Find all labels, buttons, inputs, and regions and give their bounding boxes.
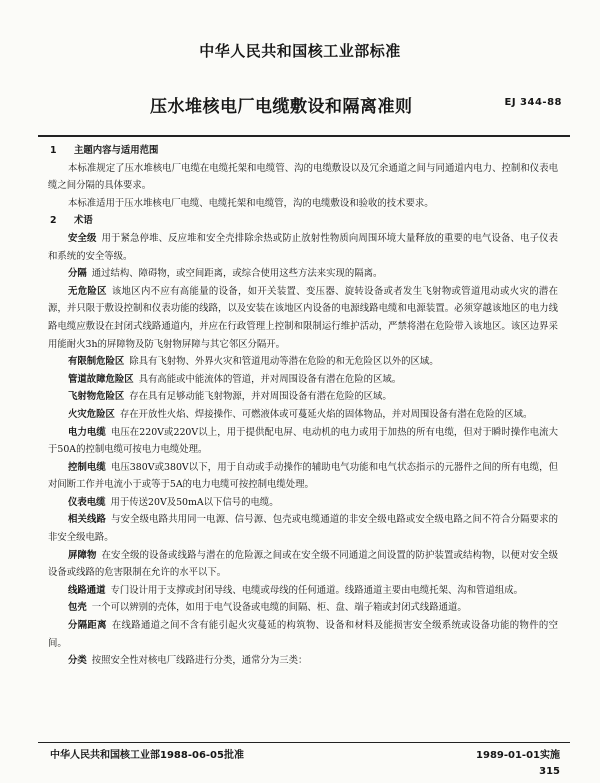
term-definition <box>48 353 558 371</box>
term-name: 飞射物危险区 <box>68 391 125 403</box>
header-rule <box>38 135 570 137</box>
footer <box>38 744 570 762</box>
term-definition <box>48 283 558 353</box>
term-text: 专门设计用于支撑或封闭导线、电缆或母线的任何通道。线路通道主要由电缆托架、沟和管道组成。 <box>110 584 524 596</box>
term-name: 分类 <box>68 655 87 667</box>
section-number: 1 <box>50 145 57 156</box>
term-text: 具有高能或中能流体的管道，并对周围设备有潜在危险的区域。 <box>138 373 402 385</box>
term-text: 用于传送20V及50mA以下信号的电缆。 <box>110 496 279 508</box>
term-definition <box>48 406 558 424</box>
term-name: 分隔 <box>68 268 87 280</box>
term-text: 存在开放性火焰、焊接操作、可燃液体或可蔓延火焰的固体物品，并对周围设备有潜在危险的区域。 <box>119 408 533 420</box>
terms-list <box>48 230 558 670</box>
section-title: 主题内容与适用范围 <box>74 145 159 156</box>
term-text: 电压380V或380V以下，用于自动或手动操作的辅助电气功能和电气状态指示的元器件之间的所有电缆，但对间断工作并电流小于或等于5A的电力电缆可按控制电缆处理。 <box>48 461 558 491</box>
effective-date: 1989-01-01实施 <box>476 750 560 761</box>
term-name: 分隔距离 <box>68 620 107 632</box>
paragraph: 本标准规定了压水堆核电厂电缆在电缆托架和电缆管、沟的电缆敷设以及冗余通道之间与同通道内电力、控制和仪表电缆之间分隔的具体要求。 <box>48 162 558 192</box>
term-text: 通过结构、障碍物，或空间距离，或综合使用这些方法来实现的隔离。 <box>91 268 383 280</box>
term-definition <box>48 599 558 617</box>
term-definition <box>48 511 558 546</box>
term-name: 相关线路 <box>68 514 107 526</box>
term-definition <box>48 371 558 389</box>
term-name: 火灾危险区 <box>68 408 115 420</box>
term-definition <box>48 652 558 670</box>
paragraph: 本标准适用于压水堆核电厂电缆、电缆托架和电缆管，沟的电缆敷设和验收的技术要求。 <box>68 197 434 209</box>
term-name: 电力电缆 <box>68 426 106 438</box>
term-definition <box>48 230 558 265</box>
term-text: 电压在220V或220V以上，用于提供配电屏、电动机的电力或用于加热的所有电缆，但对于瞬时操作电流大于50A的控制电缆可按电力电缆处理。 <box>48 426 558 456</box>
term-definition <box>48 459 558 494</box>
section-number: 2 <box>50 215 57 227</box>
term-definition <box>48 424 558 459</box>
term-name: 安全级 <box>68 232 97 244</box>
term-text: 除具有飞射物、外界火灾和管道甩动等潜在危险的和无危险区以外的区域。 <box>129 356 439 368</box>
footer-rule <box>38 742 570 743</box>
term-name: 无危险区 <box>68 285 107 297</box>
term-name: 线路通道 <box>68 584 106 596</box>
term-text: 一个可以辨别的壳体，如用于电气设备或电缆的间隔、柜、盘、端子箱或封闭式线路通道。 <box>91 602 467 614</box>
page-number: 315 <box>539 766 560 777</box>
term-definition <box>48 494 558 512</box>
term-name: 有限制危险区 <box>68 356 125 368</box>
title-row <box>0 92 600 116</box>
term-definition <box>48 582 558 600</box>
section-heading <box>50 212 558 230</box>
term-text: 在线路通道之间不含有能引起火灾蔓延的构筑物、设备和材料及能损害安全级系统或设备功能的物件的空间。 <box>48 620 558 649</box>
term-definition <box>48 617 558 652</box>
term-text: 用于紧急停堆、反应堆和安全壳排除余热或防止放射性物质向周围环境大量释放的重要的电气设备、电子仪表和系统的安全等级。 <box>48 232 558 262</box>
term-text: 该地区内不应有高能量的设备，如开关装置、变压器、旋转设备或者发生飞射物或管道甩动或火灾的潜在源，并只限于敷设控制和仪表功能的线路，以及安装在该地区内设备的电源线路电缆和电源装置。必须穿越该地区的电力线路电缆应敷设在封闭式线路通道内，并应在行政管理上控制和限制运行维护活动，严禁将潜在危险带入该地区。该区边界采用能耐火3h的屏障物及防飞射物屏障与其它邻区分隔开。 <box>48 285 558 350</box>
term-definition <box>48 388 558 406</box>
section-heading <box>50 142 558 160</box>
section-title: 术语 <box>74 215 93 227</box>
approval-date: 中华人民共和国核工业部1988-06-05批准 <box>50 750 244 761</box>
term-text: 按照安全性对核电厂线路进行分类，通常分为三类： <box>91 655 308 667</box>
term-name: 包壳 <box>68 602 87 614</box>
term-text: 在安全级的设备或线路与潜在的危险源之间或在安全级不同通道之间设置的防护装置或结构物，以便对安全级设备或线路的危害限制在允许的水平以下。 <box>48 549 558 579</box>
term-name: 屏障物 <box>68 549 97 561</box>
document-body <box>48 142 558 670</box>
term-text: 存在具有足够动能飞射物源，并对周围设备有潜在危险的区域。 <box>129 391 392 403</box>
term-definition <box>48 265 558 283</box>
standard-code: EJ 344-88 <box>504 97 562 108</box>
document-title: 压水堆核电厂电缆敷设和隔离准则 <box>150 97 413 117</box>
term-name: 仪表电缆 <box>68 496 106 508</box>
term-name: 控制电缆 <box>68 461 106 473</box>
term-definition <box>48 547 558 582</box>
issuing-authority-header: 中华人民共和国核工业部标准 <box>199 42 401 60</box>
term-name: 管道故障危险区 <box>68 373 134 385</box>
term-text: 与安全级电路共用同一电源、信号源、包壳或电缆通道的非安全级电路或安全级电路之间不符合分隔要求的非安全级电路。 <box>48 514 558 544</box>
